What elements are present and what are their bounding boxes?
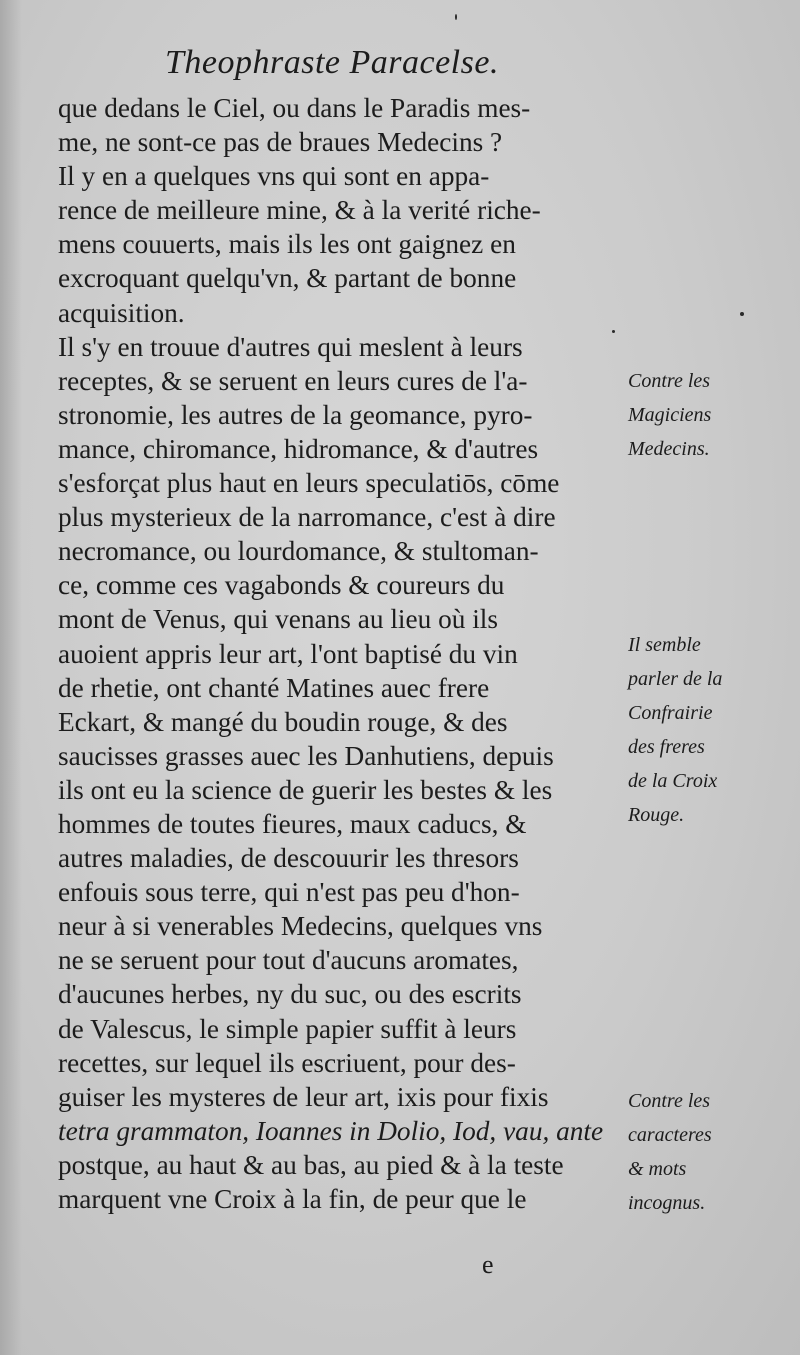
text-line: saucisses grasses auec les Danhutiens, depuis: [58, 740, 554, 771]
text-line: ce, comme ces vagabonds & coureurs du: [58, 570, 505, 601]
margin-note-line: des freres: [628, 736, 705, 758]
main-text-block: [58, 91, 618, 1216]
text-line: s'esforçat plus haut en leurs speculatiōs, cōme: [58, 468, 560, 499]
margin-note-line: Contre les: [628, 370, 711, 392]
text-line: acquisition.: [58, 297, 185, 328]
margin-note-line: incognus.: [628, 1192, 706, 1214]
running-header: Theophraste Paracelse.: [165, 44, 499, 81]
page-gutter-shadow: [0, 0, 22, 1355]
text-line: postque, au haut & au bas, au pied & à la teste: [58, 1149, 564, 1180]
text-line: ne se seruent pour tout d'aucuns aromates,: [58, 945, 519, 976]
margin-note-line: Medecins.: [628, 438, 710, 460]
margin-note-line: & mots: [628, 1158, 687, 1180]
text-line: plus mysterieux de la narromance, c'est à dire: [58, 502, 556, 533]
ink-speck: [612, 330, 615, 333]
margin-note-line: Magiciens: [628, 404, 712, 426]
text-line: auoient appris leur art, l'ont baptisé du vin: [58, 638, 518, 669]
text-line: Eckart, & mangé du boudin rouge, & des: [58, 706, 508, 737]
text-line: Il y en a quelques vns qui sont en appa-: [58, 161, 490, 192]
ink-speck: [740, 312, 744, 316]
text-line: ils ont eu la science de guerir les bestes & les: [58, 774, 553, 805]
text-line: necromance, ou lourdomance, & stultoman-: [58, 536, 539, 567]
margin-note-caracteres: [628, 1084, 712, 1220]
text-line: mance, chiromance, hidromance, & d'autres: [58, 433, 539, 464]
text-line: de Valescus, le simple papier suffit à leurs: [58, 1013, 517, 1044]
margin-note-line: Confrairie: [628, 702, 713, 724]
text-line: que dedans le Ciel, ou dans le Paradis mes-: [58, 93, 531, 123]
text-line: guiser les mysteres de leur art, ixis pour fixis: [58, 1081, 549, 1112]
catchword: e: [482, 1250, 494, 1279]
text-line: me, ne sont-ce pas de braues Medecins ?: [58, 127, 503, 158]
text-line: d'aucunes herbes, ny du suc, ou des escrits: [58, 979, 522, 1010]
text-line: mont de Venus, qui venans au lieu où ils: [58, 604, 498, 635]
text-line: receptes, & se seruent en leurs cures de l'a-: [58, 365, 528, 396]
text-line: mens couuerts, mais ils les ont gaignez en: [58, 229, 516, 260]
text-line: enfouis sous terre, qui n'est pas peu d'hon-: [58, 877, 520, 908]
text-line: de rhetie, ont chanté Matines auec frere: [58, 672, 490, 703]
ink-speck: [455, 14, 457, 20]
text-line: hommes de toutes fieures, maux caducs, &: [58, 808, 527, 839]
margin-note-line: de la Croix: [628, 770, 718, 792]
text-line: stronomie, les autres de la geomance, pyro-: [58, 399, 533, 430]
margin-note-line: Il semble: [628, 634, 701, 656]
margin-note-line: Contre les: [628, 1090, 711, 1112]
margin-note-line: parler de la: [628, 668, 723, 690]
margin-note-croix-rouge: [628, 628, 722, 832]
text-line: marquent vne Croix à la fin, de peur que le: [58, 1184, 527, 1214]
margin-note-magiciens: [628, 364, 711, 466]
text-line: Il s'y en trouue d'autres qui meslent à leurs: [58, 331, 523, 362]
text-line: excroquant quelqu'vn, & partant de bonne: [58, 263, 517, 294]
text-line: neur à si venerables Medecins, quelques vns: [58, 911, 543, 942]
margin-note-line: Rouge.: [628, 804, 685, 826]
text-line: autres maladies, de descouurir les thresors: [58, 843, 519, 874]
text-line: rence de meilleure mine, & à la verité riche-: [58, 195, 541, 226]
text-line: recettes, sur lequel ils escriuent, pour des-: [58, 1047, 516, 1078]
margin-note-line: caracteres: [628, 1124, 712, 1146]
text-line: tetra grammaton, Ioannes in Dolio, Iod, vau, ante: [58, 1115, 604, 1146]
